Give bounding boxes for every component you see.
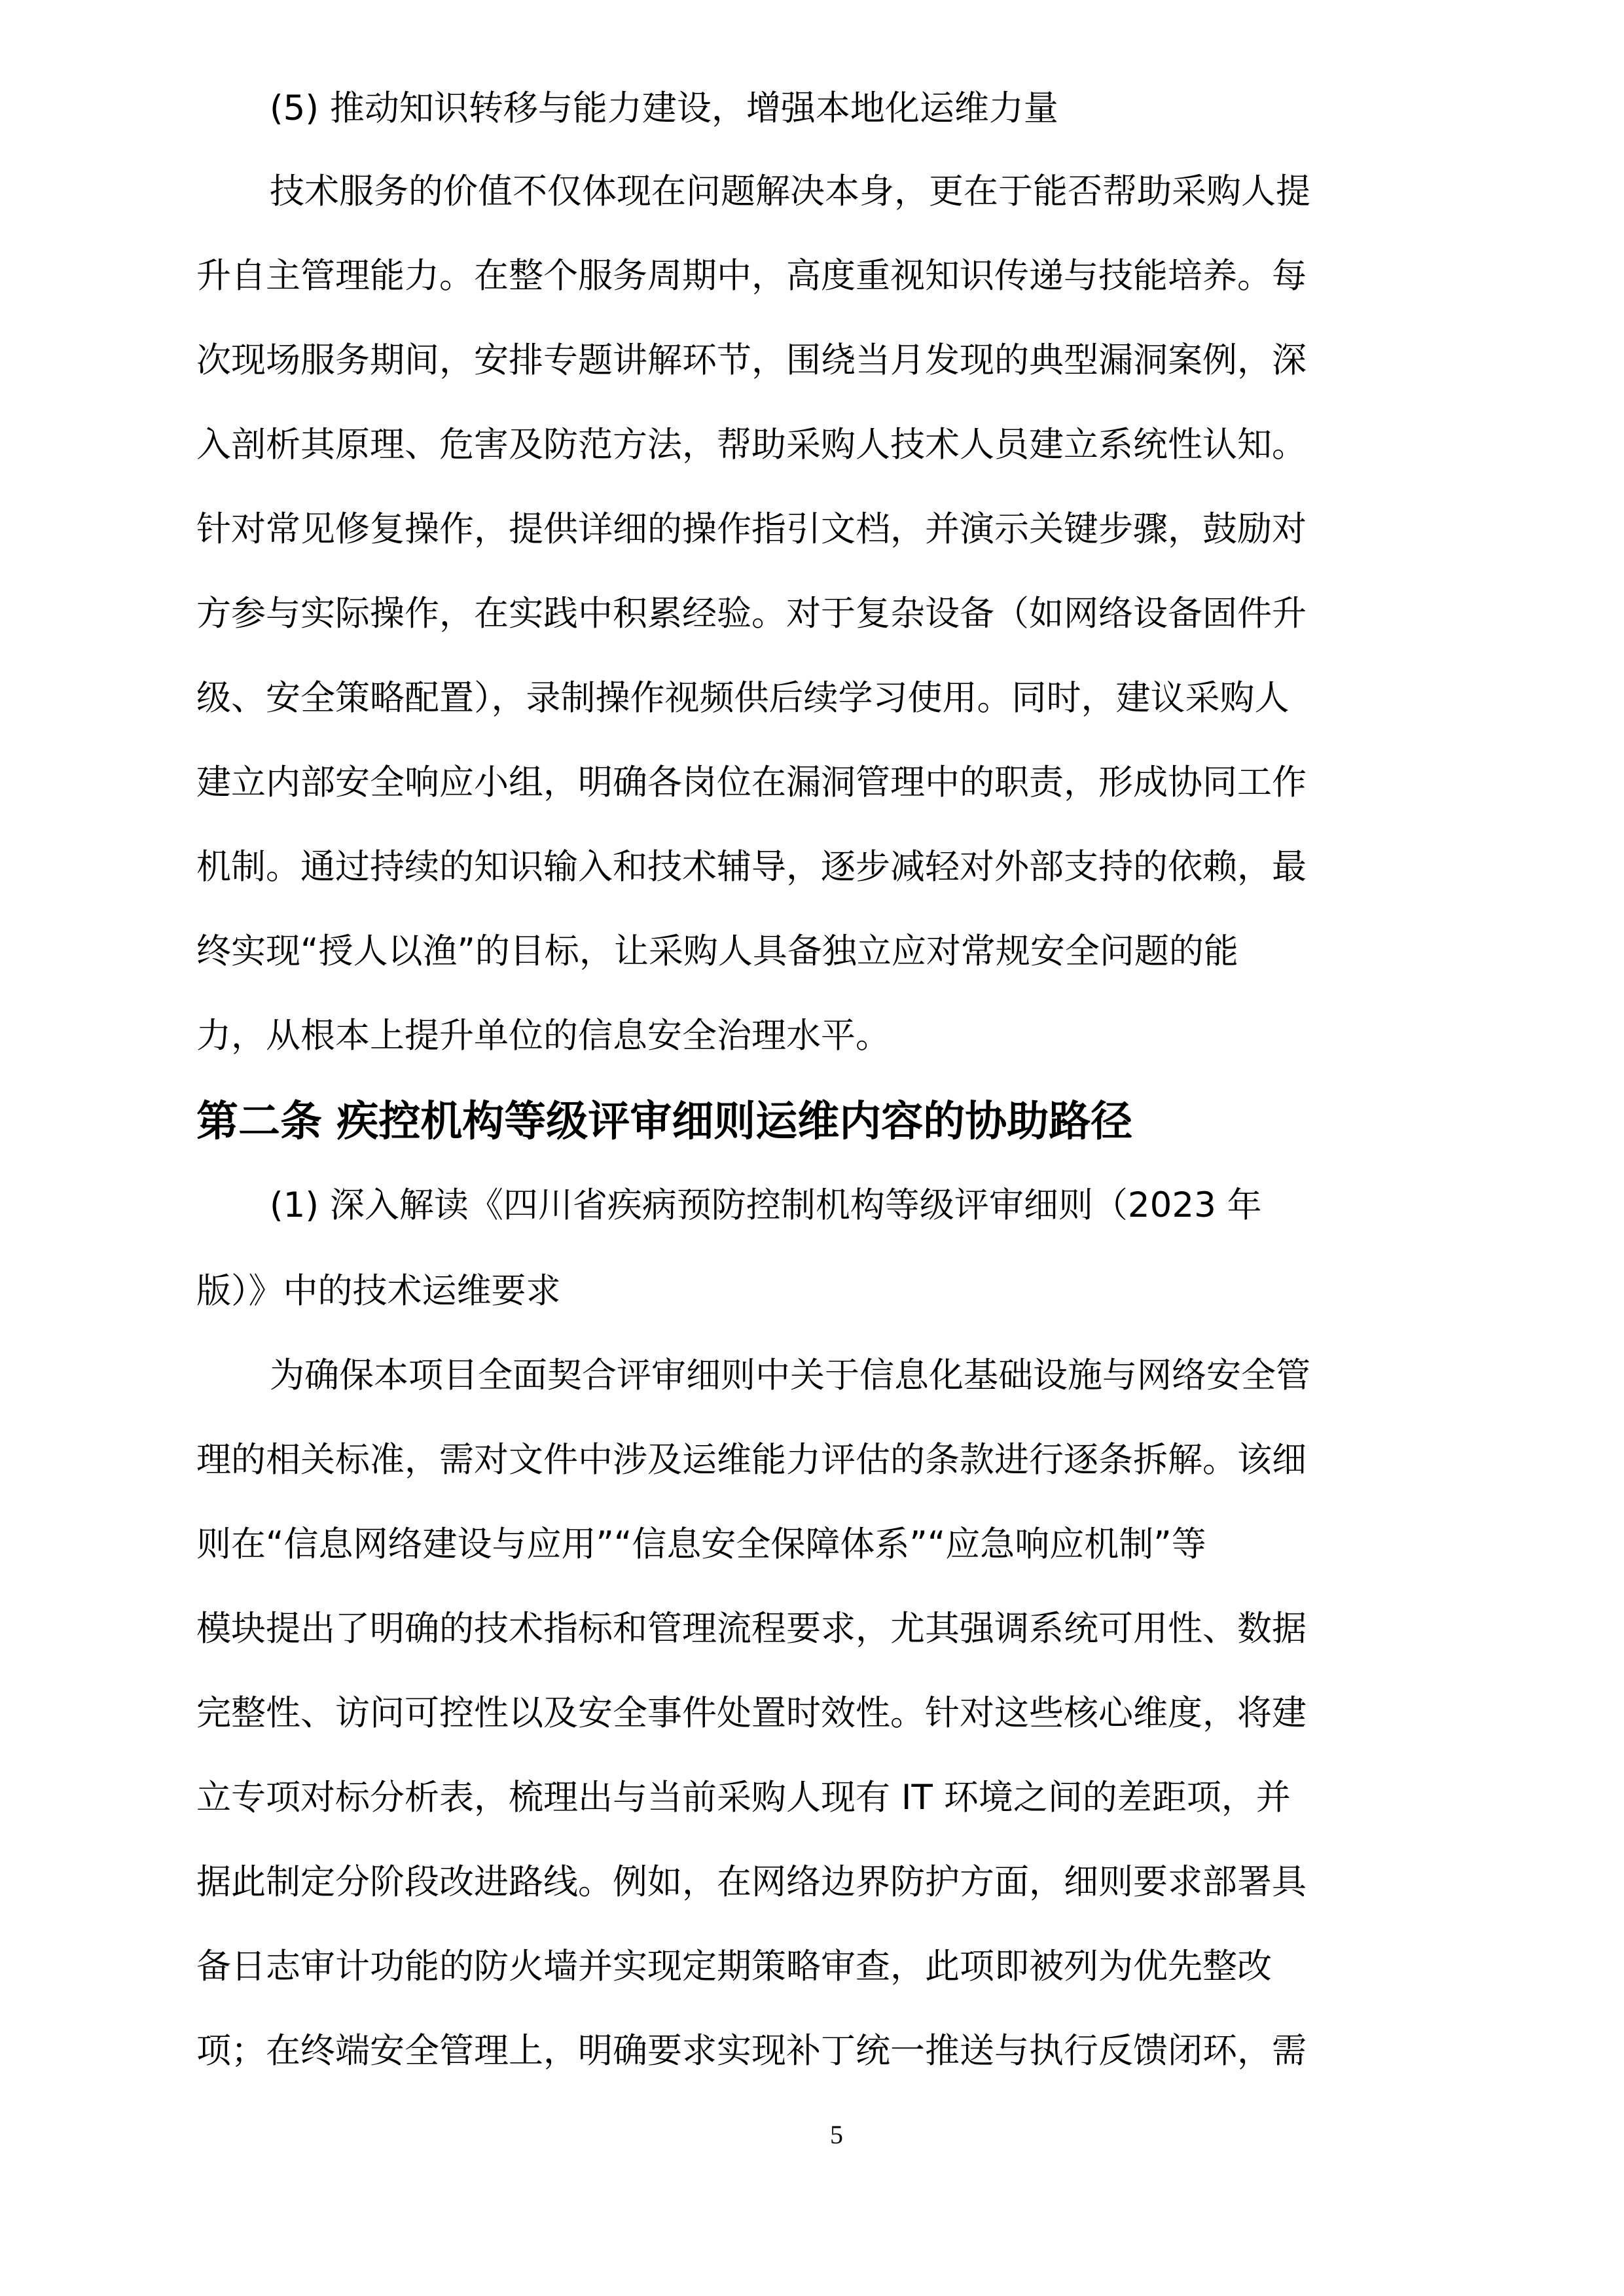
paragraph-line: 入剖析其原理、危害及防范方法，帮助采购人技术人员建立系统性认知。 <box>196 425 1307 465</box>
paragraph-line: 升自主管理能力。在整个服务周期中，高度重视知识传递与技能培养。每 <box>196 256 1307 296</box>
paragraph-line: 终实现“授人以渔”的目标，让采购人具备独立应对常规安全问题的能 <box>196 931 1238 971</box>
page-number: 5 <box>830 2120 843 2149</box>
paragraph-line: 建立内部安全响应小组，明确各岗位在漏洞管理中的职责，形成协同工作 <box>196 762 1307 802</box>
paragraph-line: 力，从根本上提升单位的信息安全治理水平。 <box>196 1016 890 1056</box>
paragraph-line: 机制。通过持续的知识输入和技术辅导，逐步减轻对外部支持的依赖，最 <box>196 847 1307 887</box>
paragraph-line: 立专项对标分析表，梳理出与当前采购人现有 IT 环境之间的差距项，并 <box>196 1778 1291 1818</box>
paragraph-line: 模块提出了明确的技术指标和管理流程要求，尤其强调系统可用性、数据 <box>196 1609 1307 1649</box>
paragraph-line: 完整性、访问可控性以及安全事件处置时效性。针对这些核心维度，将建 <box>196 1693 1307 1733</box>
paragraph-line: 方参与实际操作，在实践中积累经验。对于复杂设备（如网络设备固件升 <box>196 594 1307 634</box>
article-2-heading: 第二条 疾控机构等级评审细则运维内容的协助路径 <box>196 1098 1133 1146</box>
subsection-5-heading: (5) 推动知识转移与能力建设，增强本地化运维力量 <box>270 88 1058 128</box>
paragraph-line: 备日志审计功能的防火墙并实现定期策略审查，此项即被列为优先整改 <box>196 1946 1272 1986</box>
paragraph-line: 技术服务的价值不仅体现在问题解决本身，更在于能否帮助采购人提 <box>270 171 1310 211</box>
paragraph-line: 针对常见修复操作，提供详细的操作指引文档，并演示关键步骤，鼓励对 <box>196 509 1307 549</box>
paragraph-line: 级、安全策略配置），录制操作视频供后续学习使用。同时，建议采购人 <box>196 678 1290 718</box>
article-2-subsection-1-heading: (1) 深入解读《四川省疾病预防控制机构等级评审细则（2023 年 <box>270 1185 1262 1225</box>
paragraph-line: 项；在终端安全管理上，明确要求实现补丁统一推送与执行反馈闭环，需 <box>196 2031 1307 2071</box>
paragraph-line: 据此制定分阶段改进路线。例如，在网络边界防护方面，细则要求部署具 <box>196 1862 1307 1902</box>
paragraph-line: 则在“信息网络建设与应用”“信息安全保障体系”“应急响应机制”等 <box>196 1524 1206 1564</box>
paragraph-line: 为确保本项目全面契合评审细则中关于信息化基础设施与网络安全管 <box>270 1355 1310 1395</box>
article-2-subsection-1-heading: 版）》中的技术运维要求 <box>196 1271 561 1311</box>
paragraph-line: 理的相关标准，需对文件中涉及运维能力评估的条款进行逐条拆解。该细 <box>196 1440 1307 1480</box>
paragraph-line: 次现场服务期间，安排专题讲解环节，围绕当月发现的典型漏洞案例，深 <box>196 340 1307 380</box>
